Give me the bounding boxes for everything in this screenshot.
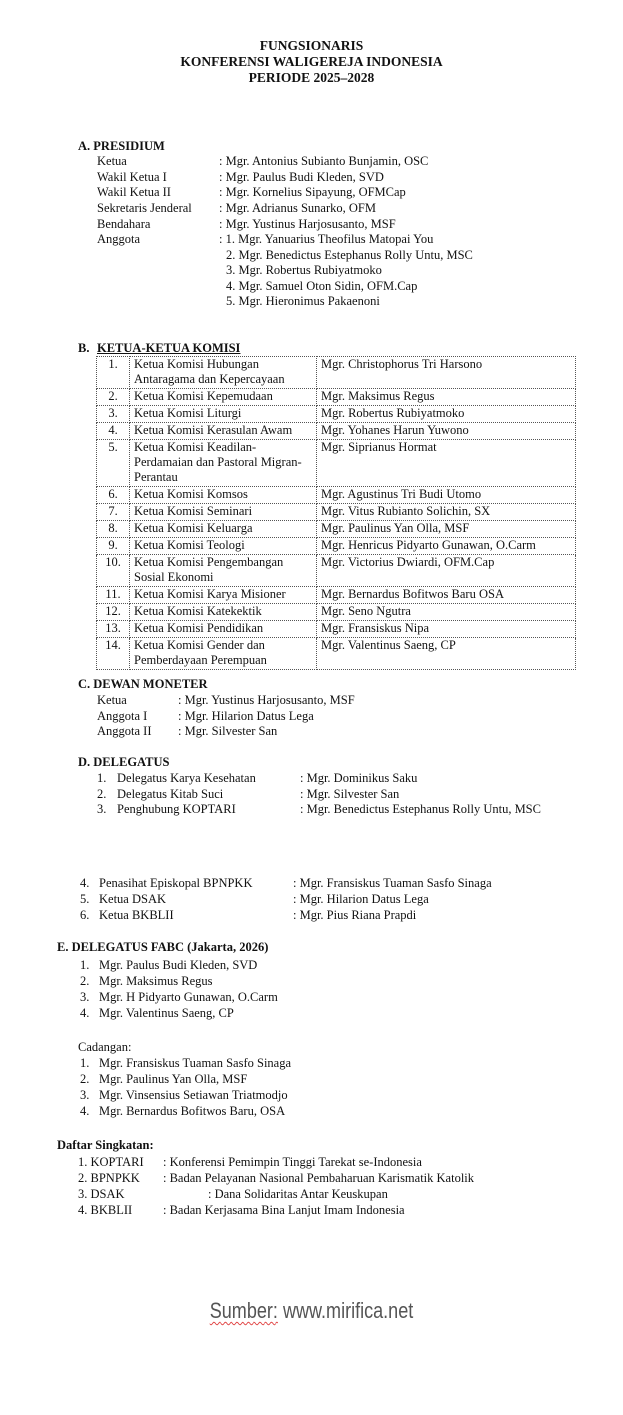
abbr-term: 4. BKBLII	[78, 1203, 133, 1217]
list-number: 6.	[80, 908, 90, 922]
ketua-name: Mgr. Paulinus Yan Olla, MSF	[317, 521, 576, 538]
komisi-name: Ketua Komisi Hubungan Antaragama dan Kepercayaan	[130, 357, 317, 389]
komisi-name: Ketua Komisi Karya Misioner	[130, 587, 317, 604]
cadangan-name: Mgr. Bernardus Bofitwos Baru, OSA	[99, 1104, 286, 1118]
moneter-name: : Mgr. Hilarion Datus Lega	[178, 709, 314, 723]
table-row	[97, 440, 576, 487]
row-number: 2.	[97, 389, 130, 406]
abbr-term: 2. BPNPKK	[78, 1171, 140, 1185]
presidium-name: : Mgr. Antonius Subianto Bunjamin, OSC	[219, 154, 429, 168]
list-number: 2.	[97, 787, 107, 801]
delegatus-role: Delegatus Karya Kesehatan	[117, 771, 256, 785]
fabc-member-name: Mgr. Maksimus Regus	[99, 974, 213, 988]
table-row	[97, 357, 576, 389]
ketua-name: Mgr. Fransiskus Nipa	[317, 621, 576, 638]
delegatus-name: : Mgr. Benedictus Estephanus Rolly Untu, MSC	[300, 802, 541, 816]
presidium-role: Bendahara	[97, 217, 151, 231]
abbr-term: 3. DSAK	[78, 1187, 125, 1201]
ketua-name: Mgr. Yohanes Harun Yuwono	[317, 423, 576, 440]
section-presidium-heading: A. PRESIDIUM	[78, 139, 165, 153]
presidium-name: : Mgr. Kornelius Sipayung, OFMCap	[219, 185, 406, 199]
list-number: 4.	[80, 876, 90, 890]
row-number: 11.	[97, 587, 130, 604]
list-number: 2.	[80, 1072, 90, 1086]
cadangan-label: Cadangan:	[78, 1040, 132, 1054]
komisi-name: Ketua Komisi Liturgi	[130, 406, 317, 423]
table-row	[97, 538, 576, 555]
ketua-name: Mgr. Agustinus Tri Budi Utomo	[317, 487, 576, 504]
moneter-role: Anggota II	[97, 724, 152, 738]
row-number: 13.	[97, 621, 130, 638]
row-number: 4.	[97, 423, 130, 440]
ketua-name: Mgr. Seno Ngutra	[317, 604, 576, 621]
cadangan-name: Mgr. Fransiskus Tuaman Sasfo Sinaga	[99, 1056, 292, 1070]
list-number: 2.	[80, 974, 90, 988]
komisi-name: Ketua Komisi Teologi	[130, 538, 317, 555]
komisi-name: Ketua Komisi Gender dan Pemberdayaan Perempuan	[130, 638, 317, 670]
list-number: 4.	[80, 1006, 90, 1020]
presidium-role: Wakil Ketua I	[97, 170, 167, 184]
doc-title-line2: KONFERENSI WALIGEREJA INDONESIA	[180, 54, 443, 69]
fabc-member-name: Mgr. H Pidyarto Gunawan, O.Carm	[99, 990, 278, 1004]
table-row	[97, 521, 576, 538]
komisi-name: Ketua Komisi Komsos	[130, 487, 317, 504]
fabc-member-name: Mgr. Valentinus Saeng, CP	[99, 1006, 234, 1020]
delegatus-name: : Mgr. Pius Riana Prapdi	[293, 908, 417, 922]
ketua-name: Mgr. Christophorus Tri Harsono	[317, 357, 576, 389]
table-row	[97, 389, 576, 406]
delegatus-name: : Mgr. Silvester San	[300, 787, 400, 801]
doc-title-line3: PERIODE 2025–2028	[248, 70, 375, 85]
table-row	[97, 587, 576, 604]
komisi-name: Ketua Komisi Keadilan-Perdamaian dan Pastoral Migran-Perantau	[130, 440, 317, 487]
komisi-table	[96, 356, 576, 670]
komisi-name: Ketua Komisi Keluarga	[130, 521, 317, 538]
delegatus-role: Ketua DSAK	[99, 892, 167, 906]
delegatus-name: : Mgr. Fransiskus Tuaman Sasfo Sinaga	[293, 876, 492, 890]
source-label: Sumber:	[209, 1298, 278, 1323]
abbr-term: 1. KOPTARI	[78, 1155, 144, 1169]
komisi-name: Ketua Komisi Pengembangan Sosial Ekonomi	[130, 555, 317, 587]
komisi-name: Ketua Komisi Kepemudaan	[130, 389, 317, 406]
table-row	[97, 406, 576, 423]
source-credit	[56, 1298, 567, 1324]
list-number: 1.	[80, 958, 90, 972]
presidium-name: 5. Mgr. Hieronimus Pakaenoni	[226, 294, 380, 308]
presidium-role: Anggota	[97, 232, 141, 246]
list-number: 3.	[97, 802, 107, 816]
row-number: 5.	[97, 440, 130, 487]
row-number: 8.	[97, 521, 130, 538]
komisi-name: Ketua Komisi Seminari	[130, 504, 317, 521]
row-number: 1.	[97, 357, 130, 389]
moneter-role: Ketua	[97, 693, 127, 707]
ketua-name: Mgr. Maksimus Regus	[317, 389, 576, 406]
section-komisi-prefix: B.	[78, 341, 90, 355]
section-moneter-heading: C. DEWAN MONETER	[78, 677, 208, 691]
komisi-name: Ketua Komisi Katekektik	[130, 604, 317, 621]
table-row	[97, 638, 576, 670]
komisi-name: Ketua Komisi Kerasulan Awam	[130, 423, 317, 440]
ketua-name: Mgr. Valentinus Saeng, CP	[317, 638, 576, 670]
table-row	[97, 621, 576, 638]
section-singkatan-heading: Daftar Singkatan:	[57, 1138, 154, 1152]
list-number: 1.	[97, 771, 107, 785]
komisi-name: Ketua Komisi Pendidikan	[130, 621, 317, 638]
ketua-name: Mgr. Robertus Rubiyatmoko	[317, 406, 576, 423]
presidium-name: 2. Mgr. Benedictus Estephanus Rolly Untu, MSC	[226, 248, 473, 262]
fabc-member-name: Mgr. Paulus Budi Kleden, SVD	[99, 958, 258, 972]
table-row	[97, 423, 576, 440]
row-number: 7.	[97, 504, 130, 521]
delegatus-name: : Mgr. Hilarion Datus Lega	[293, 892, 429, 906]
moneter-name: : Mgr. Yustinus Harjosusanto, MSF	[178, 693, 355, 707]
row-number: 12.	[97, 604, 130, 621]
ketua-name: Mgr. Henricus Pidyarto Gunawan, O.Carm	[317, 538, 576, 555]
moneter-role: Anggota I	[97, 709, 148, 723]
presidium-role: Ketua	[97, 154, 127, 168]
row-number: 3.	[97, 406, 130, 423]
table-row	[97, 555, 576, 587]
delegatus-name: : Mgr. Dominikus Saku	[300, 771, 418, 785]
source-site: www.mirifica.net	[282, 1298, 414, 1323]
list-number: 3.	[80, 1088, 90, 1102]
row-number: 10.	[97, 555, 130, 587]
presidium-name: : Mgr. Paulus Budi Kleden, SVD	[219, 170, 384, 184]
ketua-name: Mgr. Victorius Dwiardi, OFM.Cap	[317, 555, 576, 587]
row-number: 9.	[97, 538, 130, 555]
cadangan-name: Mgr. Vinsensius Setiawan Triatmodjo	[99, 1088, 288, 1102]
table-row	[97, 487, 576, 504]
presidium-role: Wakil Ketua II	[97, 185, 171, 199]
doc-title-line1: FUNGSIONARIS	[259, 38, 364, 53]
ketua-name: Mgr. Vitus Rubianto Solichin, SX	[317, 504, 576, 521]
list-number: 3.	[80, 990, 90, 1004]
table-row	[97, 504, 576, 521]
list-number: 5.	[80, 892, 90, 906]
delegatus-role: Penasihat Episkopal BPNPKK	[99, 876, 253, 890]
presidium-role: Sekretaris Jenderal	[97, 201, 192, 215]
presidium-name: : 1. Mgr. Yanuarius Theofilus Matopai You	[219, 232, 434, 246]
abbr-desc: : Dana Solidaritas Antar Keuskupan	[208, 1187, 388, 1201]
delegatus-role: Penghubung KOPTARI	[117, 802, 236, 816]
section-komisi-heading: KETUA-KETUA KOMISI	[97, 341, 241, 355]
row-number: 14.	[97, 638, 130, 670]
presidium-name: 4. Mgr. Samuel Oton Sidin, OFM.Cap	[226, 279, 418, 293]
moneter-name: : Mgr. Silvester San	[178, 724, 278, 738]
abbr-desc: : Badan Kerjasama Bina Lanjut Imam Indonesia	[163, 1203, 405, 1217]
presidium-name: : Mgr. Yustinus Harjosusanto, MSF	[219, 217, 396, 231]
row-number: 6.	[97, 487, 130, 504]
table-row	[97, 604, 576, 621]
presidium-name: 3. Mgr. Robertus Rubiyatmoko	[226, 263, 382, 277]
list-number: 4.	[80, 1104, 90, 1118]
list-number: 1.	[80, 1056, 90, 1070]
ketua-name: Mgr. Siprianus Hormat	[317, 440, 576, 487]
cadangan-name: Mgr. Paulinus Yan Olla, MSF	[99, 1072, 248, 1086]
abbr-desc: : Konferensi Pemimpin Tinggi Tarekat se-Indonesia	[163, 1155, 422, 1169]
delegatus-role: Ketua BKBLII	[99, 908, 174, 922]
abbr-desc: : Badan Pelayanan Nasional Pembaharuan Karismatik Katolik	[163, 1171, 475, 1185]
ketua-name: Mgr. Bernardus Bofitwos Baru OSA	[317, 587, 576, 604]
delegatus-role: Delegatus Kitab Suci	[117, 787, 224, 801]
presidium-name: : Mgr. Adrianus Sunarko, OFM	[219, 201, 376, 215]
section-fabc-heading: E. DELEGATUS FABC (Jakarta, 2026)	[57, 940, 269, 954]
section-delegatus-heading: D. DELEGATUS	[78, 755, 170, 769]
